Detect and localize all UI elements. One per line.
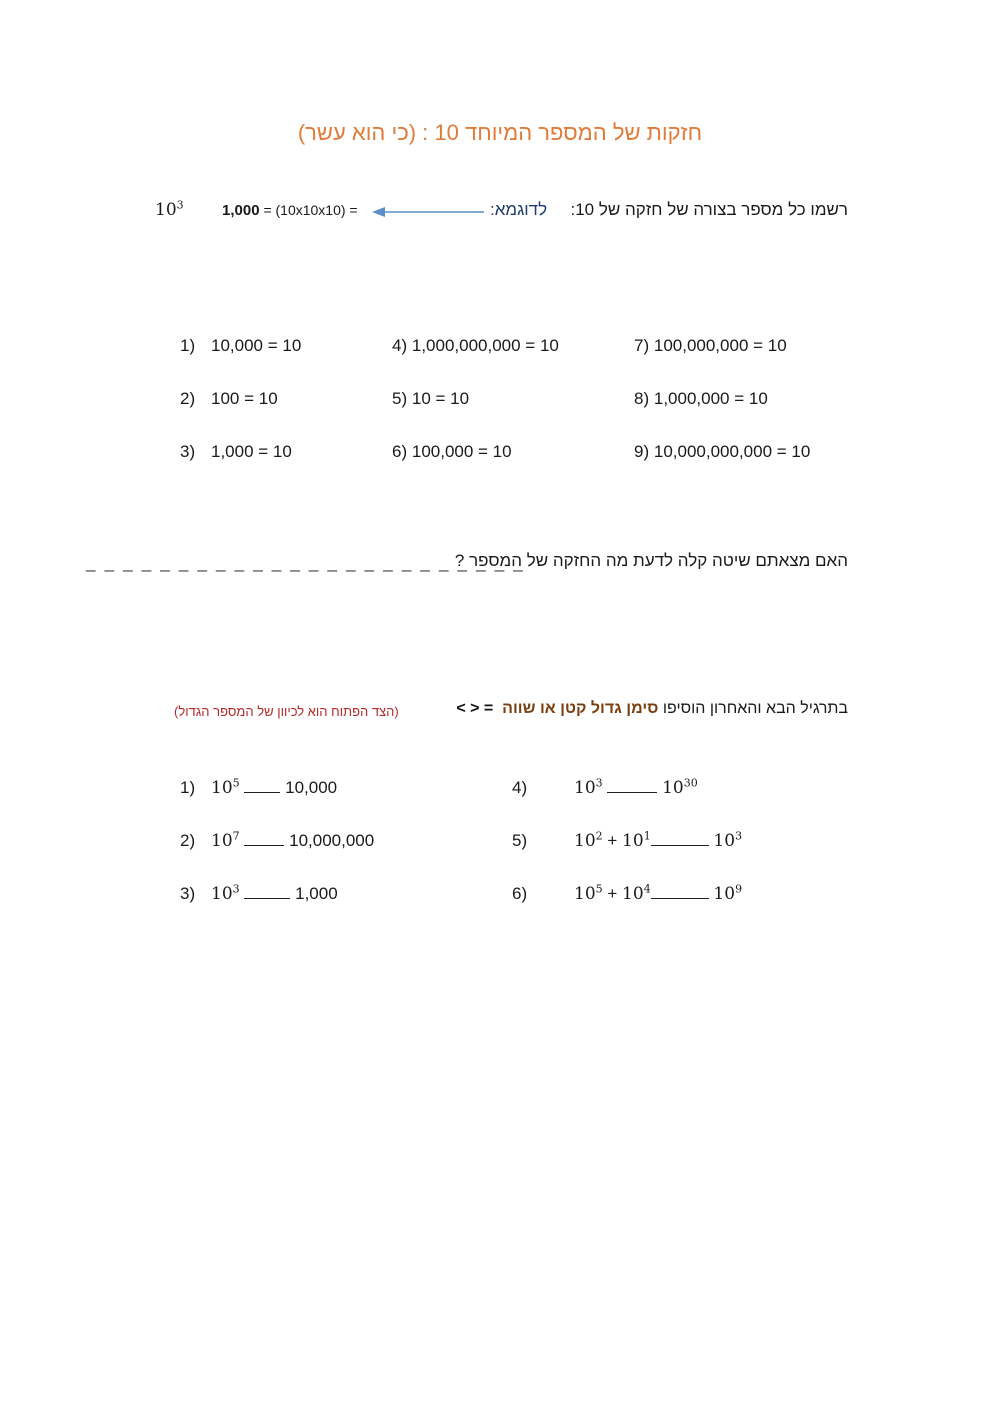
- exercise-6: 6) 100,000 = 10: [392, 442, 512, 461]
- answer-blank[interactable]: [651, 831, 709, 846]
- answer-blank[interactable]: [607, 778, 657, 793]
- compare-4: 4) $10^3$ $10^{30}$: [512, 776, 698, 798]
- exercise-8: 8) 1,000,000 = 10: [634, 389, 768, 408]
- compare-6: 6) $10^5 + 10^4$ $10^9$: [512, 882, 743, 904]
- exercise-4: 4) 1,000,000,000 = 10: [392, 336, 559, 355]
- compare-1: 1) $10^5$ 10,000: [180, 776, 338, 798]
- answer-blank[interactable]: [244, 831, 284, 846]
- compare-instruction: בתרגיל הבא והאחרון הוסיפו סימן גדול קטן או שווה = < >: [456, 700, 848, 717]
- example-multiplication: = (10x10x10) =: [263, 202, 358, 218]
- instruction-text: רשמו כל מספר בצורה של חזקה של 10:: [570, 200, 848, 219]
- answer-line: _ _ _ _ _ _ _ _ _ _ _ _ _ _ _ _ _ _ _ _ _ _ _ _: [86, 553, 525, 572]
- answer-blank[interactable]: [244, 884, 290, 899]
- exercise-7: 7) 100,000,000 = 10: [634, 336, 787, 355]
- arrow-left-icon: [372, 204, 486, 220]
- page-title: חזקות של המספר המיוחד 10 : (כי הוא עשר): [297, 120, 703, 145]
- exercise-2: 2) 100 = 10: [180, 389, 278, 408]
- compare-signs: = < >: [456, 700, 494, 717]
- question-text: האם מצאתם שיטה קלה לדעת מה החזקה של המספר ?: [454, 551, 848, 570]
- answer-blank[interactable]: [244, 778, 280, 793]
- exercise-5: 5) 10 = 10: [392, 389, 470, 408]
- exercise-1: 1) 10,000 = 10: [180, 336, 302, 355]
- compare-2: 2) $10^7$ 10,000,000: [180, 829, 375, 851]
- example-expansion: [222, 202, 358, 219]
- answer-blank[interactable]: [651, 884, 709, 899]
- example-label: לדוגמא:: [490, 200, 548, 219]
- exercise-9: 9) 10,000,000,000 = 10: [634, 442, 811, 461]
- compare-emphasis: סימן גדול קטן או שווה: [502, 700, 659, 717]
- compare-5: 5) $10^2 + 10^1$ $10^3$: [512, 829, 743, 851]
- compare-3: 3) $10^3$ 1,000: [180, 882, 338, 904]
- example-result: 1,000: [222, 202, 260, 219]
- compare-note: (הצד הפתוח הוא לכיוון של המספר הגדול): [174, 704, 399, 719]
- exercise-3: 3) 1,000 = 10: [180, 442, 292, 461]
- example-power: $10^3$: [155, 198, 184, 220]
